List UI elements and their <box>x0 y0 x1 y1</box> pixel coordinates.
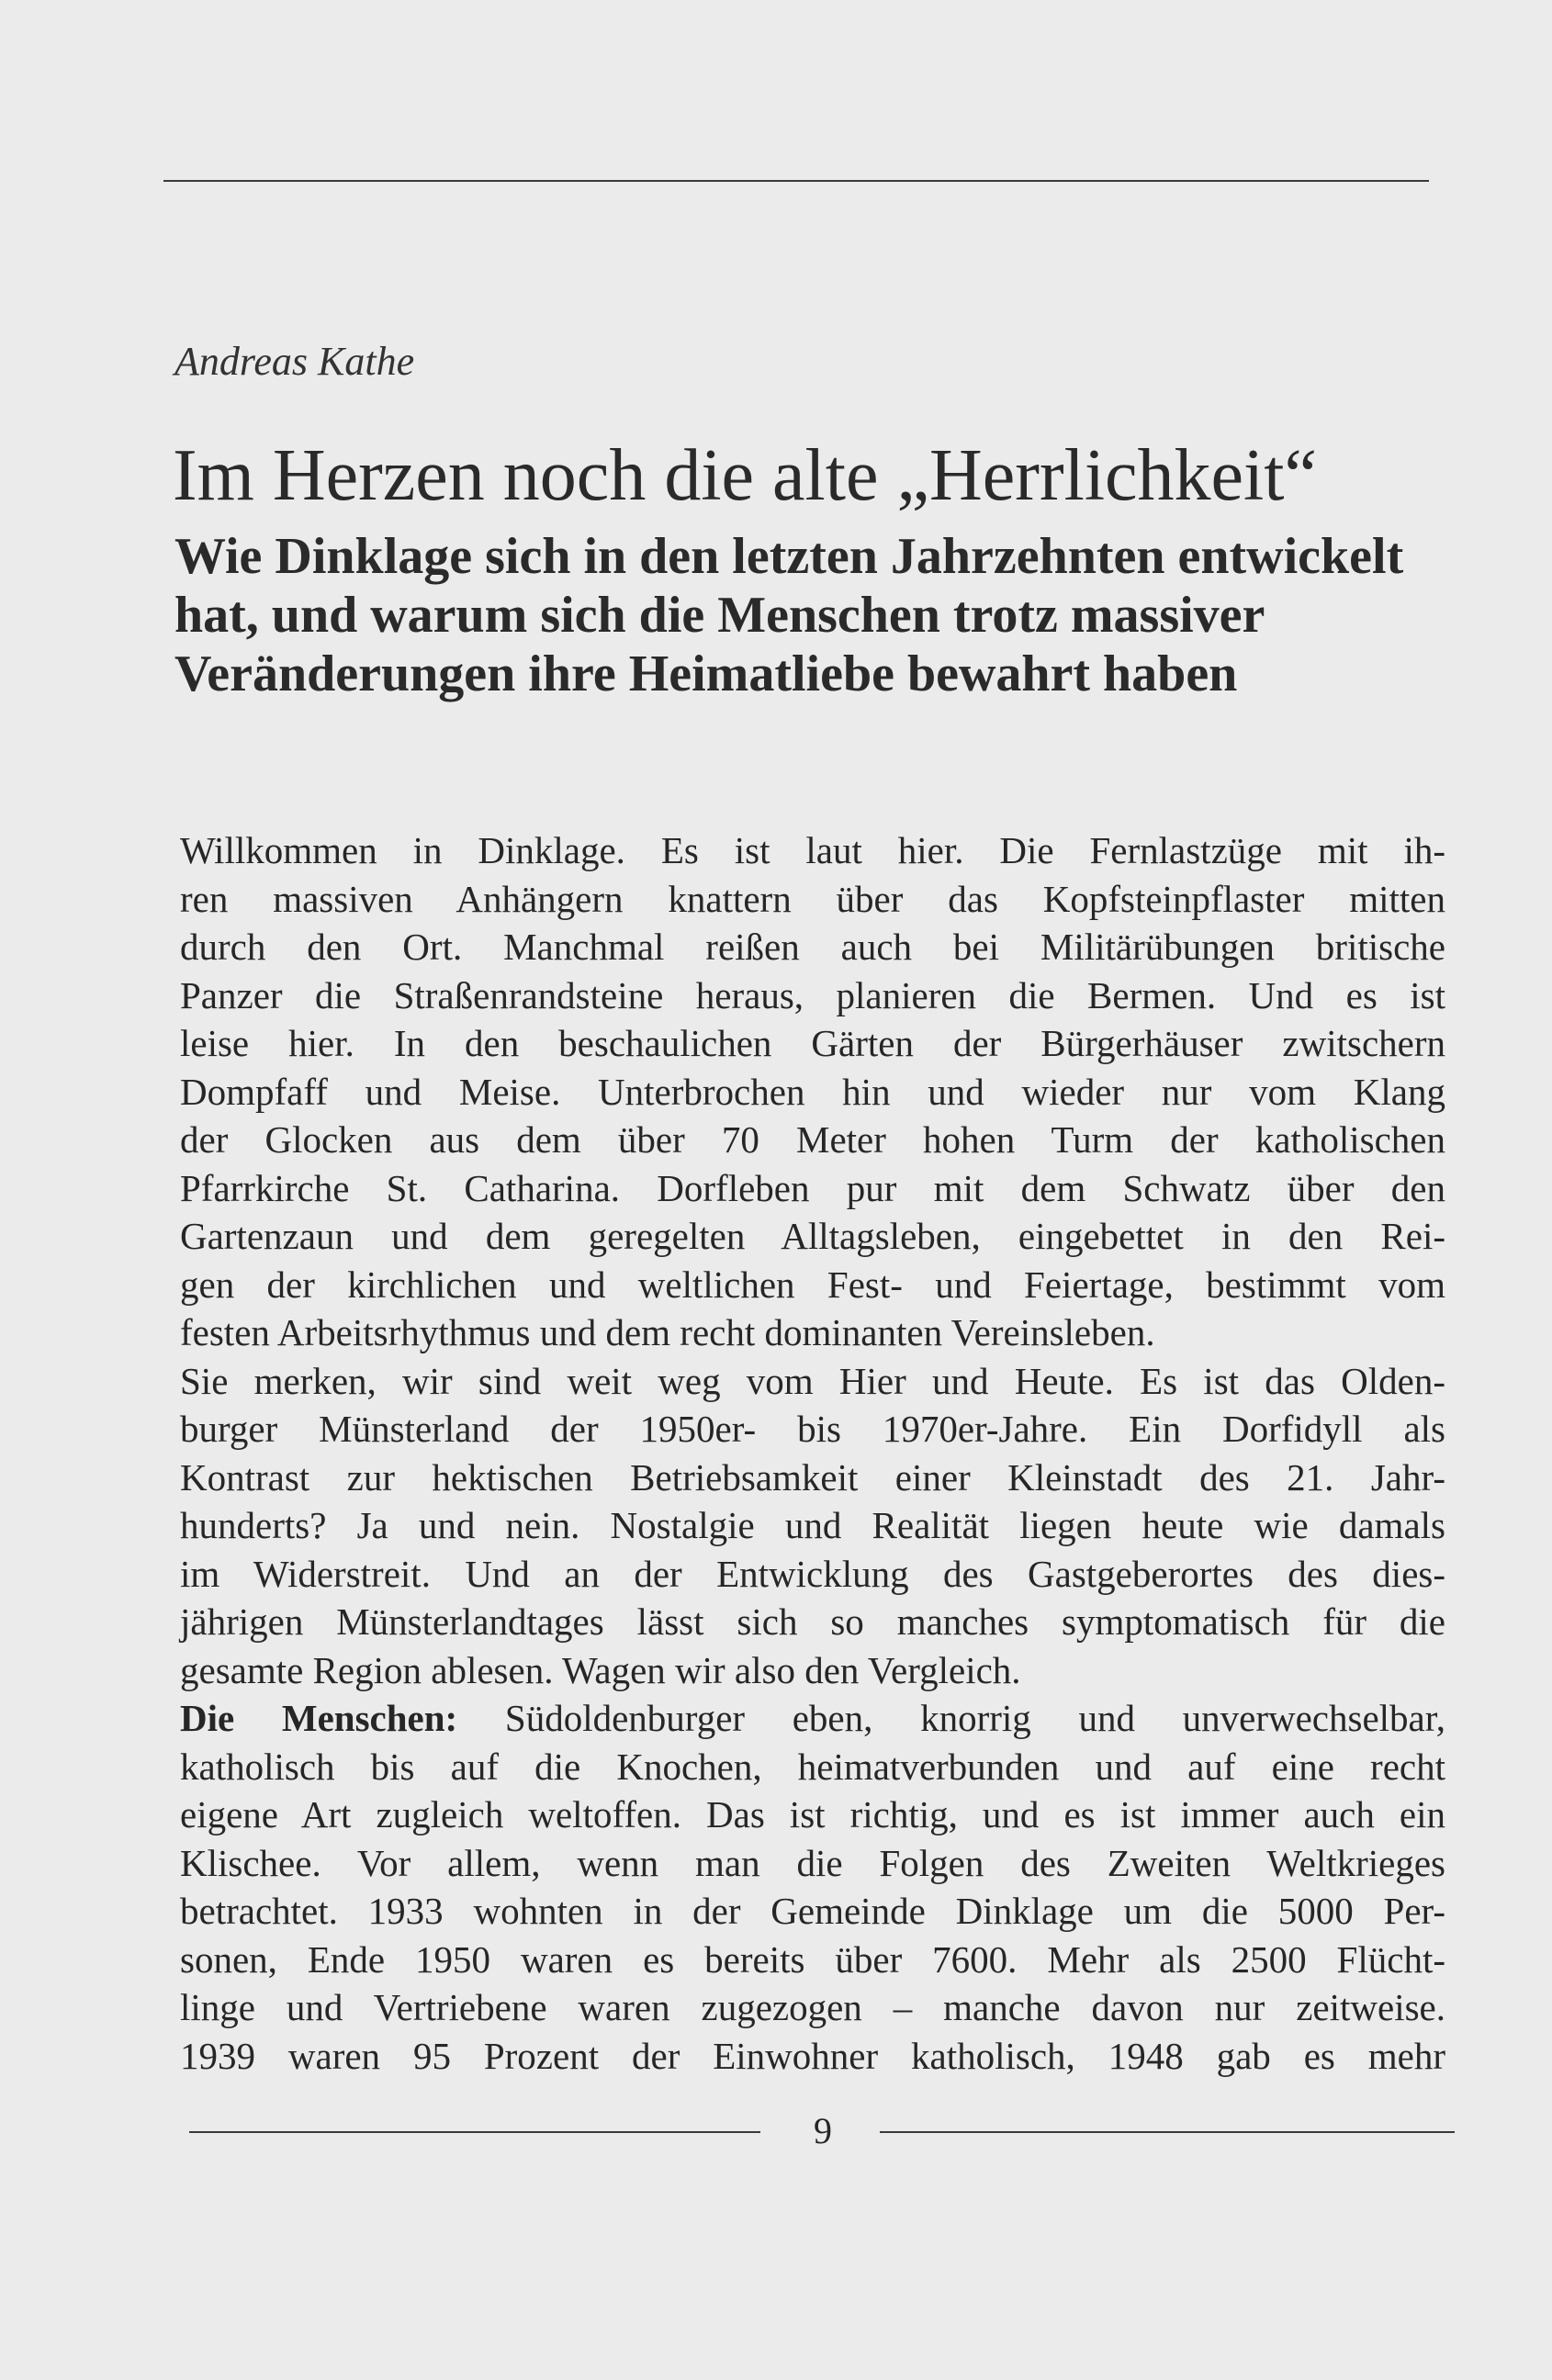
body-line: Gartenzaun und dem geregelten Alltagsleben, eingebettet in den Rei- <box>180 1215 1445 1257</box>
body-line: leise hier. In den beschaulichen Gärten der Bürgerhäuser zwitschern <box>180 1022 1445 1064</box>
page-footer <box>189 2108 1455 2154</box>
body-line: Dompfaff und Meise. Unterbrochen hin und wieder nur vom Klang <box>180 1070 1445 1113</box>
body-line: 1939 waren 95 Prozent der Einwohner katholisch, 1948 gab es mehr <box>180 2034 1445 2077</box>
body-line: Willkommen in Dinklage. Es ist laut hier. Die Fernlastzüge mit ih- <box>180 829 1445 871</box>
body-line: gesamte Region ablesen. Wagen wir also den Vergleich. <box>180 1648 1021 1691</box>
body-line: betrachtet. 1933 wohnten in der Gemeinde Dinklage um die 5000 Per- <box>180 1890 1445 1932</box>
section-heading: Die Menschen: <box>180 1697 458 1739</box>
body-line: katholisch bis auf die Knochen, heimatverbunden und auf eine recht <box>180 1745 1445 1788</box>
body-line: im Widerstreit. Und an der Entwicklung des Gastgeberortes des dies- <box>180 1552 1445 1595</box>
body-line: Sie merken, wir sind weit weg vom Hier und Heute. Es ist das Olden- <box>180 1359 1445 1402</box>
body-line: Pfarrkirche St. Catharina. Dorfleben pur mit dem Schwatz über den <box>180 1166 1445 1209</box>
body-line: Klischee. Vor allem, wenn man die Folgen des Zweiten Weltkrieges <box>180 1841 1445 1884</box>
body-line: festen Arbeitsrhythmus und dem recht dominanten Vereinsleben. <box>180 1311 1155 1353</box>
body-text <box>180 826 1445 2080</box>
body-line: durch den Ort. Manchmal reißen auch bei Militärübungen britische <box>180 926 1445 968</box>
body-line: eigene Art zugleich weltoffen. Das ist richtig, und es ist immer auch ein <box>180 1793 1445 1836</box>
body-line: Kontrast zur hektischen Betriebsamkeit einer Kleinstadt des 21. Jahr- <box>180 1455 1445 1499</box>
footer-rule-right <box>880 2131 1455 2133</box>
article-subtitle: Wie Dinklage sich in den letzten Jahrzehnten entwickelt hat, und warum sich die Menschen trotz massiver Veränderungen ihre Heimatliebe bewahrt haben <box>174 528 1404 702</box>
section-first-line <box>180 1694 1445 1743</box>
body-line: ren massiven Anhängern knattern über das Kopfsteinpflaster mitten <box>180 877 1445 920</box>
body-line: sonen, Ende 1950 waren es bereits über 7600. Mehr als 2500 Flücht- <box>180 1937 1445 1981</box>
page-number: 9 <box>814 2110 832 2151</box>
body-line: burger Münsterland der 1950er- bis 1970er-Jahre. Ein Dorfidyll als <box>180 1408 1445 1450</box>
body-line: der Glocken aus dem über 70 Meter hohen Turm der katholischen <box>180 1118 1445 1161</box>
body-line: hunderts? Ja und nein. Nostalgie und Realität liegen heute wie damals <box>180 1504 1445 1546</box>
section-first-line-text: Südoldenburger eben, knorrig und unverwechselbar, <box>457 1697 1445 1739</box>
body-line: linge und Vertriebene waren zugezogen – manche davon nur zeitweise. <box>180 1986 1445 2028</box>
footer-rule-left <box>189 2131 760 2133</box>
article-title: Im Herzen noch die alte „Herrlichkeit“ <box>173 435 1318 516</box>
author-name: Andreas Kathe <box>174 339 415 384</box>
top-rule <box>163 180 1429 182</box>
body-line: Panzer die Straßenrandsteine heraus, planieren die Bermen. Und es ist <box>180 973 1445 1016</box>
body-line: gen der kirchlichen und weltlichen Fest- und Feiertage, bestimmt vom <box>180 1263 1445 1306</box>
body-line: jährigen Münsterlandtages lässt sich so manches symptomatisch für die <box>180 1600 1445 1643</box>
